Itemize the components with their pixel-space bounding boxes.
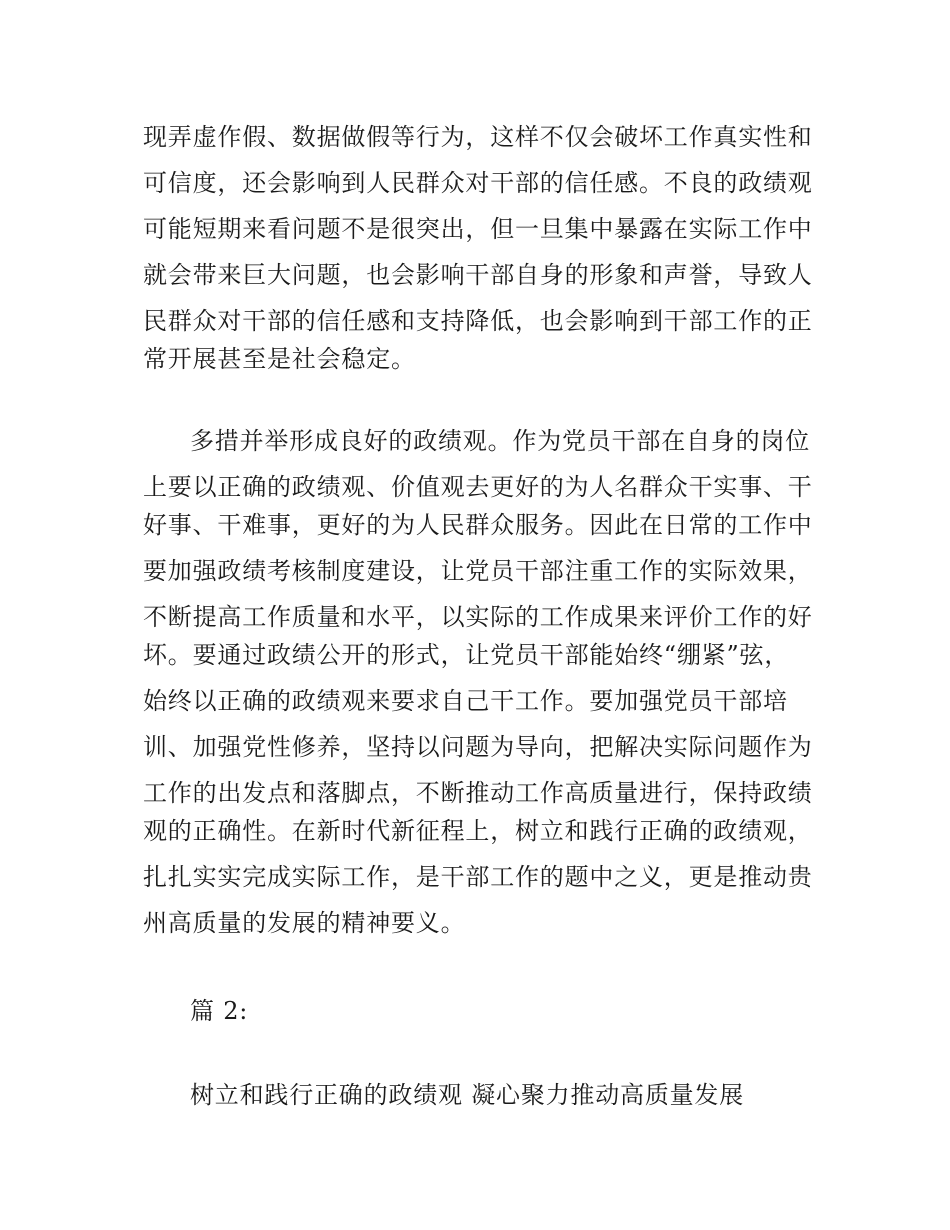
- paragraph-2-line-12: 州高质量的发展的精神要义。: [143, 909, 466, 937]
- paragraph-2-line-7: 始终以正确的政绩观来要求自己干工作。要加强党员干部培: [143, 687, 788, 715]
- paragraph-2-line-5: 不断提高工作质量和水平，以实际的工作成果来评价工作的好: [143, 603, 813, 631]
- paragraph-2-line-11: 扎扎实实完成实际工作，是干部工作的题中之义，更是推动贵: [143, 863, 813, 891]
- paragraph-2-line-8: 训、加强党性修养，坚持以问题为导向，把解决实际问题作为: [143, 733, 813, 761]
- paragraph-2-line-9: 工作的出发点和落脚点，不断推动工作高质量进行，保持政绩: [143, 779, 813, 807]
- paragraph-2-line-2: 上要以正确的政绩观、价值观去更好的为人名群众干实事、干: [143, 473, 813, 501]
- paragraph-2-line-6: 坏。要通过政绩公开的形式，让党员干部能始终“绷紧”弦，: [143, 641, 790, 669]
- paragraph-1-line-6: 常开展甚至是社会稳定。: [143, 345, 416, 373]
- paragraph-2-line-3: 好事、干难事，更好的为人民群众服务。因此在日常的工作中: [143, 511, 813, 539]
- paragraph-1-line-1: 现弄虚作假、数据做假等行为，这样不仅会破坏工作真实性和: [143, 123, 813, 151]
- paragraph-1-line-2: 可信度，还会影响到人民群众对干部的信任感。不良的政绩观: [143, 169, 813, 197]
- paragraph-1-line-3: 可能短期来看问题不是很突出，但一旦集中暴露在实际工作中: [143, 215, 813, 243]
- paragraph-2-line-10: 观的正确性。在新时代新征程上，树立和践行正确的政绩观，: [143, 817, 813, 845]
- paragraph-1-line-5: 民群众对干部的信任感和支持降低，也会影响到干部工作的正: [143, 307, 813, 335]
- section-title: 树立和践行正确的政绩观 凝心聚力推动高质量发展: [190, 1081, 745, 1109]
- paragraph-2-line-1: 多措并举形成良好的政绩观。作为党员干部在自身的岗位: [190, 427, 810, 455]
- section-label: 篇 2:: [190, 997, 249, 1025]
- paragraph-2-line-4: 要加强政绩考核制度建设，让党员干部注重工作的实际效果，: [143, 557, 813, 585]
- paragraph-1-line-4: 就会带来巨大问题，也会影响干部自身的形象和声誉，导致人: [143, 261, 813, 289]
